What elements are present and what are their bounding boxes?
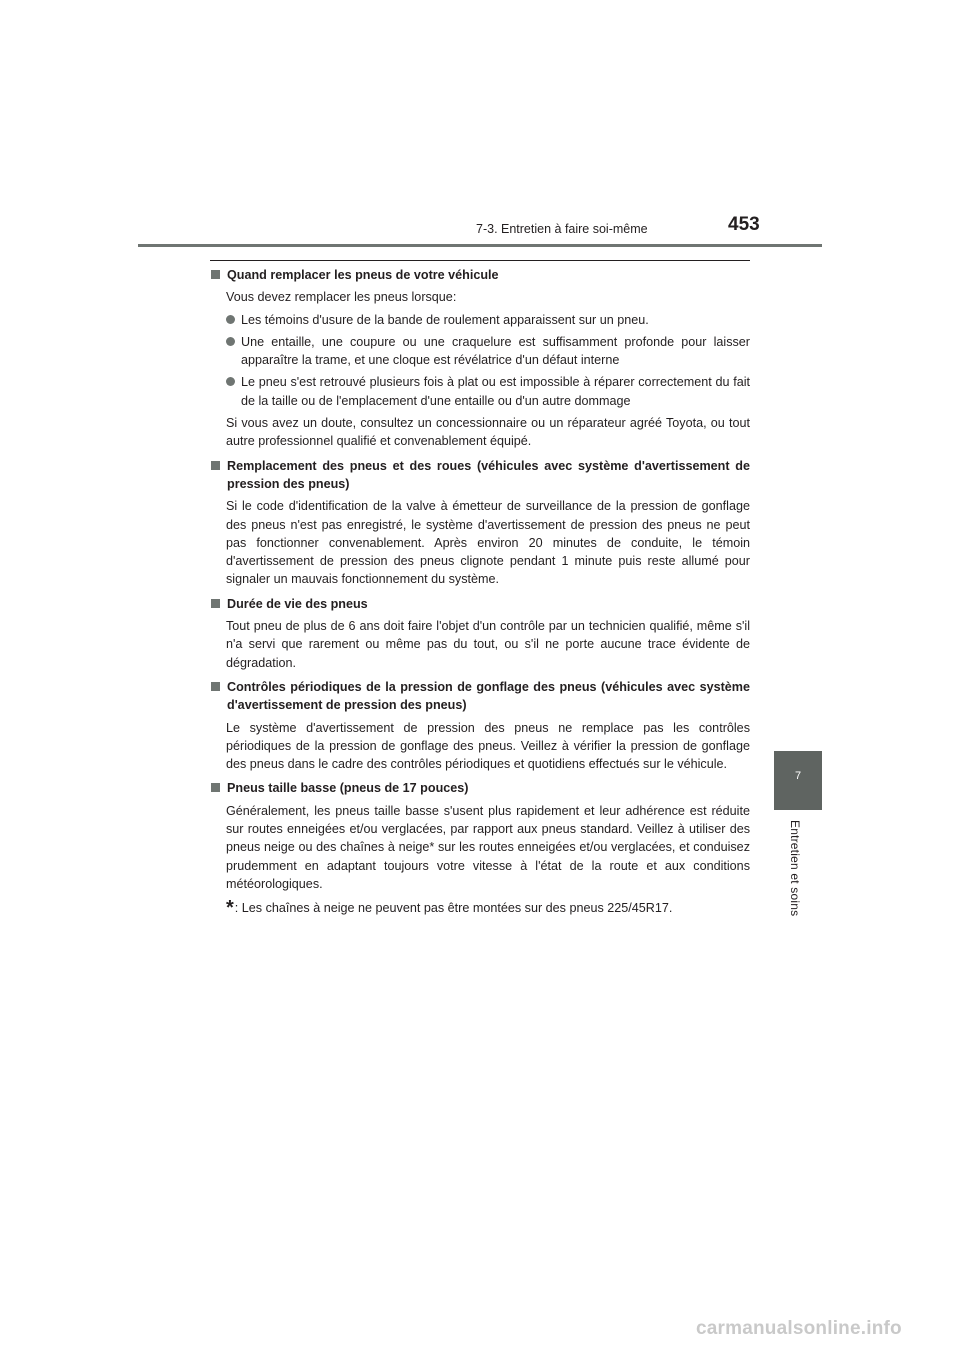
footnote-text: : Les chaînes à neige ne peuvent pas être montées sur des pneus 225/45R17. bbox=[234, 901, 673, 916]
section-title: Pneus taille basse (pneus de 17 pouces) bbox=[210, 779, 750, 797]
section-low-profile-tires bbox=[210, 779, 750, 893]
list-item: Les témoins d'usure de la bande de roulement apparaissent sur un pneu. bbox=[210, 311, 750, 329]
chapter-tab-label: Entretien et soins bbox=[788, 820, 802, 917]
square-bullet-icon bbox=[211, 783, 220, 792]
square-bullet-icon bbox=[211, 270, 220, 279]
section-periodic-checks bbox=[210, 678, 750, 773]
circle-bullet-icon bbox=[226, 377, 235, 386]
section-body: Si le code d'identification de la valve à émetteur de surveillance de la pression de gonflage des pneus n'est pas enregistré, le système d'avertissement de pression des pneus ne peut pas fonctionner convenablement. Après environ 20 minutes de conduite, le témoin d'avertissement de pression des pneus clignote pendant 1 minute puis reste allumé pour signaler un mauvais fonctionnement du système. bbox=[226, 499, 750, 587]
chapter-tab-number: 7 bbox=[794, 770, 802, 782]
watermark: carmanualsonline.info bbox=[696, 1318, 902, 1339]
list-item: Le pneu s'est retrouvé plusieurs fois à plat ou est impossible à réparer correctement du fait de la taille ou de l'emplacement d'une entaille ou d'un autre dommage bbox=[210, 373, 750, 410]
section-title: Quand remplacer les pneus de votre véhicule bbox=[210, 266, 750, 284]
circle-bullet-icon bbox=[226, 337, 235, 346]
section-when-replace bbox=[210, 266, 750, 451]
square-bullet-icon bbox=[211, 682, 220, 691]
page-number: 453 bbox=[728, 214, 760, 235]
section-title: Durée de vie des pneus bbox=[210, 595, 750, 613]
section-intro: Vous devez remplacer les pneus lorsque: bbox=[226, 290, 457, 305]
content-top-divider bbox=[210, 260, 750, 261]
footnote-marker: * bbox=[226, 897, 234, 920]
section-header: 7-3. Entretien à faire soi-même bbox=[476, 222, 648, 236]
footnote bbox=[210, 897, 750, 920]
section-title: Remplacement des pneus et des roues (véhicules avec système d'avertissement de pression des pneus) bbox=[210, 457, 750, 494]
section-outro: Si vous avez un doute, consultez un concessionnaire ou un réparateur agréé Toyota, ou tout autre professionnel qualifié et convenablement équipé. bbox=[226, 416, 750, 449]
section-body: Tout pneu de plus de 6 ans doit faire l'objet d'un contrôle par un technicien qualifié, même s'il n'a servi que rarement ou même pas du tout, ou s'il ne porte aucune trace évidente de dégradation. bbox=[226, 619, 750, 670]
section-title: Contrôles périodiques de la pression de gonflage des pneus (véhicules avec système d'avertissement de pression des pneus) bbox=[210, 678, 750, 715]
square-bullet-icon bbox=[211, 599, 220, 608]
list-item: Une entaille, une coupure ou une craquelure est suffisamment profonde pour laisser apparaître la trame, et une cloque est révélatrice d'un défaut interne bbox=[210, 333, 750, 370]
circle-bullet-icon bbox=[226, 315, 235, 324]
section-body: Le système d'avertissement de pression des pneus ne remplace pas les contrôles périodiques de la pression de gonflage des pneus. Veillez à vérifier la pression de gonflage des pneus dans le cadre des contrôles périodiques et quotidiens effectués sur le véhicule. bbox=[226, 720, 750, 772]
section-body: Généralement, les pneus taille basse s'usent plus rapidement et leur adhérence est réduite sur routes enneigées et/ou verglacées, par rapport aux pneus standard. Veillez à utiliser des pneus neige ou des chaînes à neige* sur les routes enneigées et/ou verglacées, et conduisez prudemment en adaptant toujours votre vitesse à l'état de la route et aux conditions météorologiques. bbox=[226, 803, 750, 891]
square-bullet-icon bbox=[211, 461, 220, 470]
header-divider bbox=[138, 244, 822, 247]
section-tire-lifespan bbox=[210, 595, 750, 672]
page-content bbox=[210, 266, 750, 918]
section-replacement-tpws bbox=[210, 457, 750, 589]
